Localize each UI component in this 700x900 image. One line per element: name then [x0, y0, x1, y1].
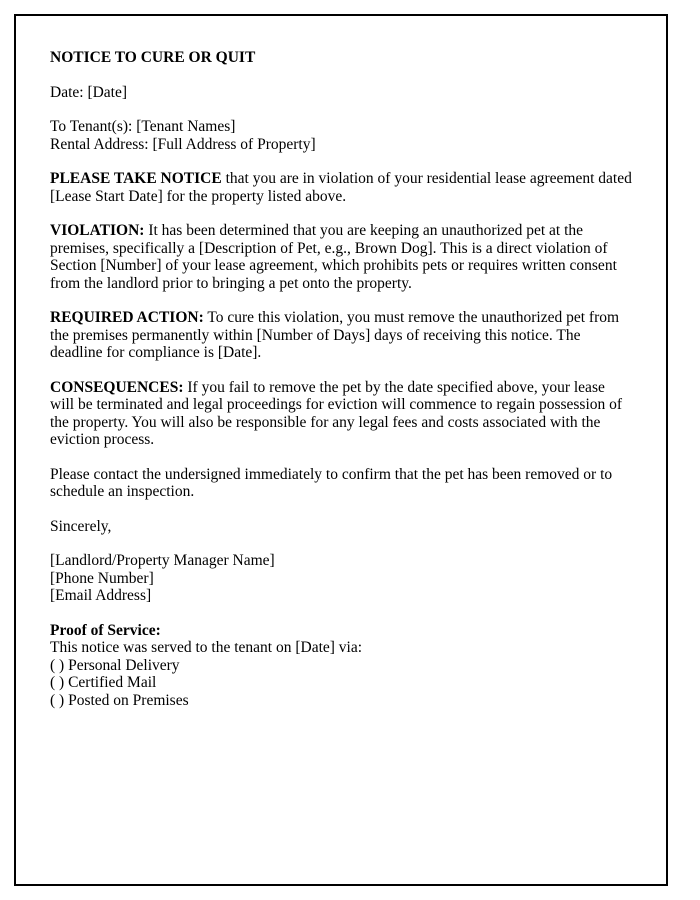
- notice-lead: PLEASE TAKE NOTICE: [50, 170, 222, 187]
- notice-text: that you are in violation of your residential lease agreement dated [Lease Start Date] for the property listed above.: [50, 170, 632, 205]
- required-action-paragraph: [50, 309, 632, 362]
- violation-text: It has been determined that you are keeping an unauthorized pet at the premises, specifically a [Description of Pet, e.g., Brown Dog]. This is a direct violation of Section [Number] of your lease agreement, which prohibits pets or requires written consent from the landlord prior to bringing a pet onto the property.: [50, 222, 617, 292]
- signature-block: [50, 552, 632, 605]
- tenant-line: To Tenant(s): [Tenant Names]: [50, 118, 236, 135]
- proof-of-service-intro: This notice was served to the tenant on [Date] via:: [50, 639, 363, 656]
- consequences-paragraph: [50, 379, 632, 449]
- consequences-text: If you fail to remove the pet by the date specified above, your lease will be terminated and legal proceedings for eviction will commence to regain possession of the property. You will also be responsible for any legal fees and costs associated with the eviction process.: [50, 378, 623, 448]
- signature-email-line: [Email Address]: [50, 587, 152, 604]
- closing-line: Sincerely,: [50, 517, 112, 535]
- consequences-lead: CONSEQUENCES:: [50, 378, 184, 396]
- violation-paragraph: [50, 222, 632, 292]
- signature-phone-line: [Phone Number]: [50, 569, 154, 587]
- required-action-lead: REQUIRED ACTION:: [50, 309, 204, 326]
- required-action-text: To cure this violation, you must remove the unauthorized pet from the premises permanently within [Number of Days] days of receiving this notice. The deadline for compliance is [Date].: [50, 309, 620, 361]
- proof-of-service-heading: Proof of Service:: [50, 621, 161, 639]
- document-title: NOTICE TO CURE OR QUIT: [50, 49, 256, 66]
- violation-lead: VIOLATION:: [50, 222, 145, 239]
- contact-paragraph: Please contact the undersigned immediately to confirm that the pet has been removed or to schedule an inspection.: [50, 465, 613, 500]
- notice-document-page: [14, 14, 668, 886]
- recipient-block: [50, 118, 632, 153]
- proof-of-service-section: [50, 622, 632, 710]
- signature-name-line: [Landlord/Property Manager Name]: [50, 552, 275, 569]
- notice-paragraph: [50, 170, 632, 205]
- service-option-certified-mail: ( ) Certified Mail: [50, 674, 157, 691]
- service-option-posted-on-premises: ( ) Posted on Premises: [50, 691, 189, 709]
- date-line: Date: [Date]: [50, 83, 128, 101]
- rental-address-line: Rental Address: [Full Address of Property]: [50, 135, 316, 153]
- service-option-personal-delivery: ( ) Personal Delivery: [50, 656, 180, 674]
